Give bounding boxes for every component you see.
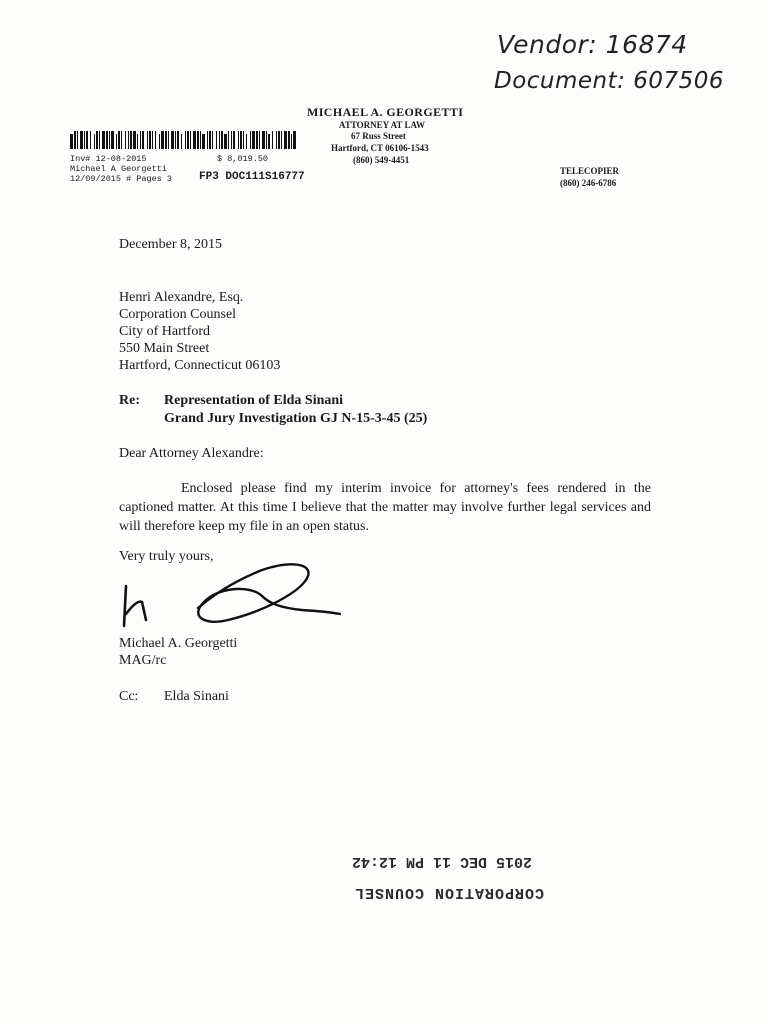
- handwritten-document-note: Document: 607506: [494, 68, 725, 94]
- letterhead-street: 67 Russ Street: [351, 131, 406, 141]
- received-stamp-office: CORPORATION COUNSEL: [354, 884, 545, 901]
- letterhead-title: ATTORNEY AT LAW: [339, 120, 426, 130]
- telecopier-label: TELECOPIER: [560, 166, 620, 176]
- scan-label-name: Michael A Georgetti: [70, 164, 167, 174]
- recipient-line: Hartford, Connecticut 06103: [119, 358, 281, 373]
- re-subject-line1: Representation of Elda Sinani: [164, 393, 344, 408]
- letterhead-city: Hartford, CT 06106-1543: [331, 143, 429, 153]
- cc-name: Elda Sinani: [164, 689, 229, 704]
- letterhead-phone: (860) 549-4451: [353, 155, 410, 165]
- scan-label-amount: $ 8,019.50: [217, 154, 269, 164]
- recipient-line: Henri Alexandre, Esq.: [119, 290, 244, 305]
- scan-label-invoice: Inv# 12-08-2015: [70, 154, 147, 164]
- re-label: Re:: [119, 393, 140, 408]
- letter-date: December 8, 2015: [119, 237, 223, 252]
- received-stamp-date: 2015 DEC 11 PM 12:42: [352, 853, 533, 870]
- re-subject-line2: Grand Jury Investigation GJ N-15-3-45 (25): [164, 411, 428, 426]
- cc-label: Cc:: [119, 689, 139, 704]
- signer-name: Michael A. Georgetti: [119, 636, 238, 651]
- recipient-line: City of Hartford: [119, 324, 210, 339]
- salutation: Dear Attorney Alexandre:: [119, 446, 264, 461]
- barcode-icon: [70, 131, 298, 149]
- handwritten-signature: [112, 556, 342, 636]
- scan-label-date-pages: 12/09/2015 # Pages 3: [70, 174, 173, 184]
- recipient-line: 550 Main Street: [119, 341, 210, 356]
- handwritten-vendor-note: Vendor: 16874: [497, 30, 688, 59]
- scan-label-doc-code: FP3 DOC111S16777: [199, 171, 305, 183]
- typist-initials: MAG/rc: [119, 653, 167, 668]
- letter-body-paragraph: Enclosed please find my interim invoice for attorney's fees rendered in the captioned matter. At this time I believe that the matter may involve further legal services and will therefore keep my file in an open status.: [119, 481, 651, 534]
- recipient-line: Corporation Counsel: [119, 307, 237, 322]
- closing: Very truly yours,: [119, 549, 214, 564]
- telecopier-number: (860) 246-6786: [560, 178, 617, 188]
- letterhead-name: MICHAEL A. GEORGETTI: [307, 105, 464, 119]
